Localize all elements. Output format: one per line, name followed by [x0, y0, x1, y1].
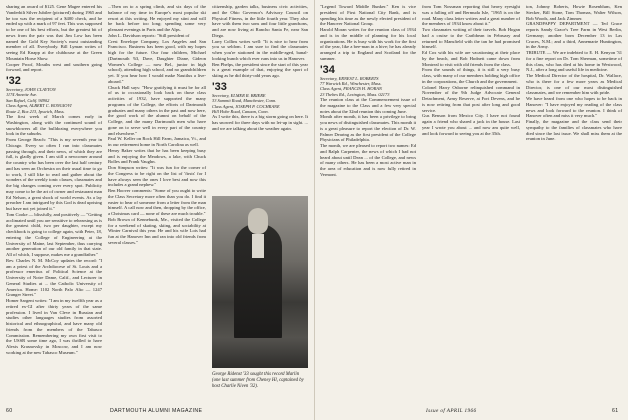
- column-paragraph: Ben Phelps, the president since the start of this year is a great example of that, enjoying the sport of skiing as he did thirty-odd years ago.: [212, 61, 310, 78]
- column-paragraph: "Legend Toward Middle Bunker." Ken is vice president of First National City Bank, and is spending his time as the newly elected president of the Hanover National Group.: [320, 4, 418, 27]
- column-paragraph: Tom Cooke — blissfully, and positively — "Getting acclimated until you are sensitive to rehearsing as is the greatest child, two per daughter, except my checkbook is going to college again, with Peter, 18, entering the College of Engineering at the University of Maine, last September, thus carrying another generation of our old family in that state. All of which, I suppose, makes me a grandfather.": [6, 211, 104, 258]
- column-paragraph: Gus Benson from Mexico City. I have not found again a friend who shared a jack in the house. Last year I wrote you about ... and now am quite well, and look forward to seeing you at the 35th.: [422, 113, 522, 136]
- column-paragraph: Chuck Hall says: "How gratifying it must be for all of us to occasionally look back on those class activities of 1932, have supported the many programs of the College, the efforts of Dartmouth graduates and many others in the past and now here, the good work of the alumni on behalf of the College, and the many Dartmouth men who have gone on to serve well in every part of the country and elsewhere.": [108, 84, 208, 136]
- column-paragraph: Ben Hoover comments: "Some of you ought to write the Class Secretary more often than you do. I find it easier to hear of someone from a letter from the man himself. A call now and then, dropping by the office, a Christmas card — none of these are much trouble.": [108, 188, 208, 216]
- column-paragraph: from Tom Nossman reporting that heavy eyesight was a falling off and Bermuda Isle, "1965 is on the road. Many class letter writers and a great number of the members of 1934 know about it.": [422, 4, 522, 27]
- class-officers: Secretary, JOHN CLAYTON 1174 Annette Ave. San Rafael, Calif. 94902 Class Agent, ALBERT C. BONGIOVI Route 2, Box 213, Ipswich, Mass.: [6, 87, 72, 114]
- column-paragraph: Cooper Proof, Mouths west and southern going forward, and report.: [6, 61, 104, 73]
- left-column-1: [6, 4, 102, 404]
- column-paragraph: Homer Sargent writes: "I am in my twelfth year as a retired ex-GI after thirty years of the same profession. I lived in Van Cleve in Russian and studies other languages studies from assorted historical and ethnographical, and have many old friends from the members of the Tabasco Commission. Remembering my own first visit to the USSR some time ago, I was thrilled to have Alexis Krasnovsky in Moscow, and I am now working at the new Tabasco Museum.": [6, 298, 104, 355]
- column-paragraph: GRANDPAPPY DEPARTMENT — Ted Grace reports Sandy Grace's Tree Farm in West Berlin, Germany; another born December 13 in Las Cruces, N.M.; and a third, Annemarie Huntington, in the Army.: [526, 21, 624, 50]
- column-paragraph: Month after month, it has been a privilege to bring you news of distinguished classmates. This month it is a great pleasure to report the election of Dr. W. Palmer Dearing as the first president of the College Physicians of Philadelphia.: [320, 114, 418, 143]
- column-paragraph: ton, Johnny Roberts, Howie Rosenblum, Ken Stecker, Bill Stone, Tom Thomas, Walter Wilson, Bob Woods, and Jack Zimmer.: [526, 4, 624, 21]
- running-title: DARTMOUTH ALUMNI MAGAZINE: [110, 408, 203, 414]
- issue-label: Issue of APRIL 1966: [426, 408, 477, 414]
- column-paragraph: From George Beach: "This is my seventh year in Chicago. Every so often I run into classmates passing through, and their news, of which they are full, is gladly given. I am still a newcomer around the country who has been over the last half century and has seen an Orchestra on their usual time to go to work, I still like to read and gather about the wonders of the weekly tonic classes, classmates and the big changes coming over every spot. Publicity may come to be the art of owner and restaurant man Ed Nelson, a great shock of world events. As a lay preacher I am intrigued by this God is dead uprising but have not yet joined it.": [6, 137, 104, 212]
- column-paragraph: As I write this, there is a big storm going on here. It has snowed for three days with no let-up in sight. ... and we are talking about the weather again.: [212, 114, 310, 131]
- column-paragraph: Harold Moran writes for the reunion class of 1934 and is in the middle of planning for his local organizations. He is busy with his work for the first of the year, like a bee-man in a hive; he has already arranged a trip to England and Scotland for the summer.: [320, 27, 418, 61]
- photo-caption: George Ridenst '33 sought this record Marlin (one last summer from Cheney Hl, captained by host Charlie Niven '32).: [212, 372, 304, 389]
- column-paragraph: Henry Baker writes that he has been keeping busy and is enjoying the Meadows, a lake, with Chuck Bolles and Frank Vaughn.: [108, 147, 208, 165]
- column-paragraph: Don Simpson writes: "It was fun for the corner of the Congress to be right on the list of 'firsts' for I have always seen the ones I love best and now this includes a grand nephew.": [108, 165, 208, 188]
- column-paragraph: ...Then on to a spring climb, and six days of the balance of my time in Europe's most popular ski resort at this writing. He enjoyed my stint and will be back before too long; spending some very pleasant evenings in Paris and the Alps.: [108, 4, 208, 32]
- column-paragraph: From the sounds of things, it is still a very busy class, with many of our members holding high office in the corporations, the Church and the government.: [422, 67, 522, 84]
- class-officers: Secretary, ERNEST L. ROBERTS 77 Warwick Rd., Winchester, Mass. Class Agent, FRANCIS H. HORAN 23 Thebes Rd., Lexington, Mass. 02173: [320, 75, 390, 97]
- photo-shirt: [252, 234, 264, 258]
- column-paragraph: The Medical Director of the hospital, Dr. Wallace, who is there for a few more years as Medical Director, is one of our most distinguished classmates, and we remember him with pride.: [526, 73, 624, 96]
- column-paragraph: John L. Davidson reports: "Still president of: [108, 32, 190, 38]
- column-paragraph: The reunion class at the Commencement issue of the magazine to the Class and a few very special notes about the 32nd reunion this coming June.: [320, 97, 418, 114]
- column-paragraph: The month, we are pleased to report two names: Ed and Ralph Carpenter, the news of which I had not heard about until Dean ... of the College, and news of many others. He has been a most active man in the area of education and is now fully retired in Vermont.: [320, 143, 418, 177]
- right-column-1: [320, 4, 416, 404]
- class-year-heading: '32: [6, 75, 21, 87]
- page-number-right: 61: [612, 408, 619, 414]
- left-column-2: [108, 4, 206, 404]
- photo-face: [248, 208, 268, 234]
- column-paragraph: Two classmates writing of their travels. Bob Hogan had a cruise to the Caribbean in February and returned to Mansfield with the tan he had promised himself.: [422, 27, 522, 50]
- column-paragraph: Larry Collins writes well: "It is nice to hear from you so seldom. I am sure to find the classmates when you're stationed in the middle-aged, banal-looking bunch which ever runs into us in Hanover.: [212, 38, 310, 61]
- class-officers: Secretary, ELMER R. BRIERE 33 Summit Road, Manchester, Conn. Class Agent, JOSEPH P. COCHRANE Hill Hobe Road, Canaan, Conn.: [212, 92, 280, 114]
- column-paragraph: TRIBUTE — We are indebted to E. H. Kenyon '31 for a fine report on Dr. Tom Sherman, sometime of this class, who has died at his home in Westwood, N.J., after a long and useful life in medicine.: [526, 50, 624, 73]
- column-paragraph: Bob Brown of Kennebunk, Me., visited the College for a weekend of skating, skiing, and sociability at Winter Carnival this year. He and his wife Lois had fun at the Hanover Inn and ran into old friends from several classes.": [108, 216, 208, 245]
- column-paragraph: Crest Envelope Company, Los Angeles and San Francisco. Business has been good, with my hopes high for the future. Our four children, Michael (Dartmouth '63, Dave, Daughter Diane, Gideon Women's College — now Bel., junior in high school), attending high school, and no grandchildren yet. If you hear how I would make Nautilus a live-aboard.": [108, 38, 208, 84]
- page-number-left: 60: [6, 408, 13, 414]
- photo-ground: [212, 338, 308, 368]
- right-column-2: [422, 4, 520, 404]
- class-year-heading: '33: [212, 80, 227, 93]
- right-column-3: [526, 4, 622, 404]
- class-year-heading: '34: [320, 63, 335, 76]
- left-column-3: [212, 4, 308, 193]
- column-paragraph: sharing an award of $125. Gene Magee entered his Vanderbilt Silver Jubilee (pictured) during 1965 and he too was the recipient of a $400 check, and he ended up with a mark of 97 feet. This was supposed to be one of his best efforts, but the greatest bit of news from the pair was that Jim Low has been named the Gold Key Society's most outstanding member of all. Everybody. Bill Lyman writes of seeing Ed Knapp at the clubhouse at the Green Mountain Horse Show.: [6, 4, 104, 61]
- column-paragraph: The first week of March comes early in Washington, along with the continued sound of snowblowers all the bulldozing everywhere you look in the suburbs.: [6, 114, 104, 137]
- column-paragraph: citizenship, garden talks, business civic activities, and the Ohio Governor's Advisory Council on Physical Fitness, in the little fourth year. They also have with them two sons and four little grandsons, and are now living at Rancho Santa Fe, near San Diego.: [212, 4, 310, 38]
- column-paragraph: Colonel Harry Osborne relinquished command in November of the 9th Judge Advocate General Detachment, Army Reserve, at Fort Devens, and he is now retiring from that post after long and good service.: [422, 84, 522, 113]
- photograph-man-with-marlin: [212, 196, 308, 368]
- column-paragraph: Paul W. Keller on Rock Hill Farm, Jamaica, Vt., and in our retirement home in North Carolina as well.: [108, 136, 208, 147]
- column-paragraph: Rev. Charles N. M. McCoy updates the record: "I am a priest of the Archdiocese of St. Louis and a professor emeritus of Political Science at the University of Notre Dame, Calif., and Lecturer in General Studies at ... the Catholic University of America. Home: 1102 North Palo Alto — 1247 Granger Street.": [6, 257, 104, 298]
- column-paragraph: Finally, the magazine and the class send their sympathy to the families of classmates who have died since the last issue. We shall miss them at the reunion in June.: [526, 119, 624, 142]
- column-paragraph: We have heard from one who hopes to be back in Hanover: "I have enjoyed my reading of the class news and look forward to the reunion. I think of Hanover often and miss it very much.": [526, 96, 624, 119]
- column-paragraph: Ed Cox with his wife are vacationing at their place by the beach, and Bob Hodnett came down from Montreal to visit with old friends from the class.: [422, 50, 522, 67]
